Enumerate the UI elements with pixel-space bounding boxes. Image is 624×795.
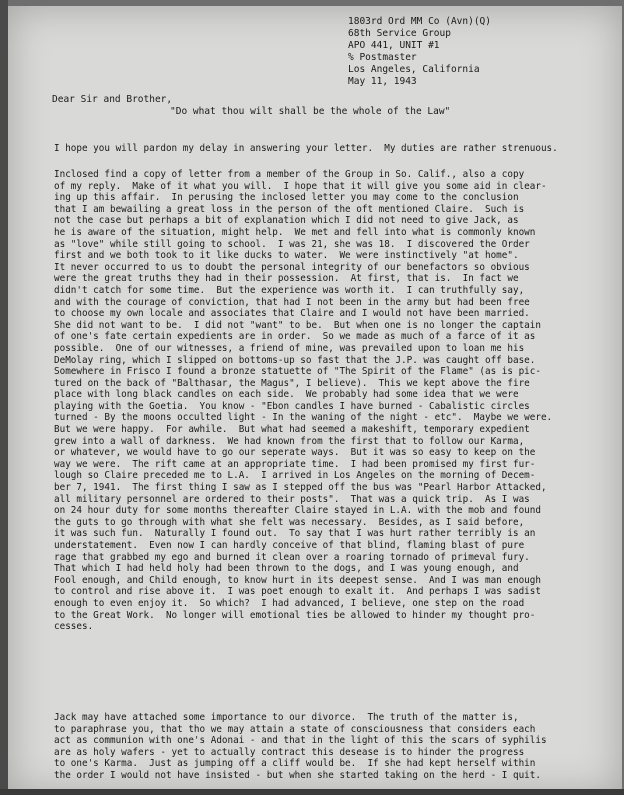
text-line: ber 7, 1941. The first thing I saw as I stepped off the bus was "Pearl Harbor Attacked, <box>54 482 547 494</box>
text-line: It never occurred to us to doubt the personal integrity of our benefactors so obvious <box>54 261 530 273</box>
text-line: it was such fun. Naturally I found out. To say that I was hurt rather terribly is an <box>54 528 536 540</box>
paragraph-2 <box>54 169 622 633</box>
text-line: not the case but perhaps a bit of explanation which I did not need to give Jack, as <box>54 215 519 227</box>
address-line: APO 441, UNIT #1 <box>348 40 440 51</box>
text-line: act as communion with one's Adonai - and that in the light of this the scars of syphilis <box>54 735 547 747</box>
text-line: and with the courage of conviction, that had I not been in the army but had been free <box>54 296 530 308</box>
text-line: that I am bewailing a great loss in the person of the oft mentioned Claire. Such is <box>54 203 525 215</box>
text-line: That which I had held holy had been thrown to the dogs, and I was young enough, and <box>54 563 519 575</box>
text-line: place with long black candles on each side. We probably had some idea that we were <box>54 389 519 401</box>
paragraph-1 <box>54 143 622 155</box>
text-line: I hope you will pardon my delay in answering your letter. My duties are rather strenuous. <box>54 143 558 154</box>
motto-line: "Do what thou wilt shall be the whole of the Law" <box>170 106 451 117</box>
text-line: grew into a wall of darkness. We had known from the first that to follow our Karma, <box>54 435 525 447</box>
text-line: Fool enough, and Child enough, to know hurt in its deepest sense. And I was man enough <box>54 574 541 586</box>
text-line: Jack may have attached some importance to our divorce. The truth of the matter is, <box>54 712 519 723</box>
address-line: May 11, 1943 <box>348 76 417 87</box>
text-line: to paraphrase you, that tho we may attain a state of consciousness that considers each <box>54 723 536 735</box>
scan-edge-bottom <box>0 789 624 795</box>
text-line: possible. One of our witnesses, a friend of mine, was prevailed upon to loan me his <box>54 342 525 354</box>
text-line: way we were. The rift came at an appropriate time. I had been promised my first fur- <box>54 458 536 470</box>
text-line: turned - By the moons occulted light - In the waning of the night - etc". Maybe we were. <box>54 412 553 424</box>
address-line: 68th Service Group <box>348 28 451 39</box>
text-line: DeMolay ring, which I slipped on bottoms-up so fast that the J.P. was caught off base. <box>54 354 536 366</box>
salutation: Dear Sir and Brother, <box>52 94 173 105</box>
address-line: % Postmaster <box>348 52 417 63</box>
paragraph-3 <box>54 712 622 782</box>
text-line: to choose my own locale and associates that Claire and I would not have been married. <box>54 308 530 320</box>
text-line: lough so Claire preceded me to L.A. I arrived in Los Angeles on the morning of Decem- <box>54 470 536 482</box>
text-line: on 24 hour duty for some months thereafter Claire stayed in L.A. with the mob and found <box>54 505 541 517</box>
sender-address-block <box>348 16 491 88</box>
text-line: are as holy wafers - yet to actually contract this desease is to hinder the progress <box>54 746 525 758</box>
text-line: all military personnel are ordered to their posts". That was a quick trip. As I was <box>54 493 530 505</box>
address-line: 1803rd Ord MM Co (Avn)(Q) <box>348 16 491 27</box>
text-line: enough to even enjoy it. So which? I had advanced, I believe, one step on the road <box>54 597 525 609</box>
text-line: of my reply. Make of it what you will. I hope that it will give you some aid in clear- <box>54 180 547 192</box>
text-line: cesses. <box>54 621 94 633</box>
text-line: playing with the Goetia. You know - "Ebon candles I have burned - Cabalistic circles <box>54 400 530 412</box>
text-line: were the great truths they had in their possession. At first, that is. In fact we <box>54 273 519 285</box>
text-line: Somewhere in Frisco I found a bronze statuette of "The Spirit of the Flame" (as is pic- <box>54 366 541 378</box>
text-line: rage that grabbed my ego and burned it clean over a roaring tornado of primeval fury. <box>54 551 530 563</box>
text-line: to control and rise above it. I was poet enough to exalt it. And perhaps I was sadist <box>54 586 541 598</box>
text-line: as "love" while still going to school. I was 21, she was 18. I discovered the Order <box>54 238 530 250</box>
text-line: understatement. Even now I can hardly conceive of that blind, flaming blast of pure <box>54 540 525 551</box>
text-line: tured on the back of "Balthasar, the Magus", I believe). This we kept above the fire <box>54 377 530 389</box>
text-line: to one's Karma. Just as jumping off a cliff would be. If she had kept herself within <box>54 758 536 770</box>
text-line: he is aware of the situation, might help. We met and fell into what is commonly known <box>54 226 536 238</box>
text-line: or whatever, we would have to go our seperate ways. But it was so easy to keep on the <box>54 447 536 459</box>
text-line: didn't catch for some time. But the experience was worth it. I can truthfully say, <box>54 284 525 296</box>
text-line: Inclosed find a copy of letter from a member of the Group in So. Calif., also a copy <box>54 169 525 180</box>
text-line: of one's fate certain expedients are in order. So we made as much of a farce of it as <box>54 331 536 343</box>
address-line: Los Angeles, California <box>348 64 480 75</box>
text-line: first and we both took to it like ducks to water. We were instinctively "at home". <box>54 250 519 262</box>
scan-edge-left <box>0 0 8 795</box>
text-line: the order I would not have insisted - but when she started taking on the herd - I quit. <box>54 769 541 781</box>
letter-page <box>8 6 622 795</box>
text-line: ing up this affair. In perusing the inclosed letter you may come to the conclusion <box>54 192 519 204</box>
text-line: She did not want to be. I did not "want" to be. But when one is no longer the captain <box>54 319 541 331</box>
text-line: the guts to go through with what she felt was necessary. Besides, as I said before, <box>54 516 525 528</box>
text-line: But we were happy. For awhile. But what had seemed a makeshift, temporary expedient <box>54 424 530 436</box>
text-line: to the Great Work. No longer will emotional ties be allowed to hinder my thought pro- <box>54 609 536 621</box>
